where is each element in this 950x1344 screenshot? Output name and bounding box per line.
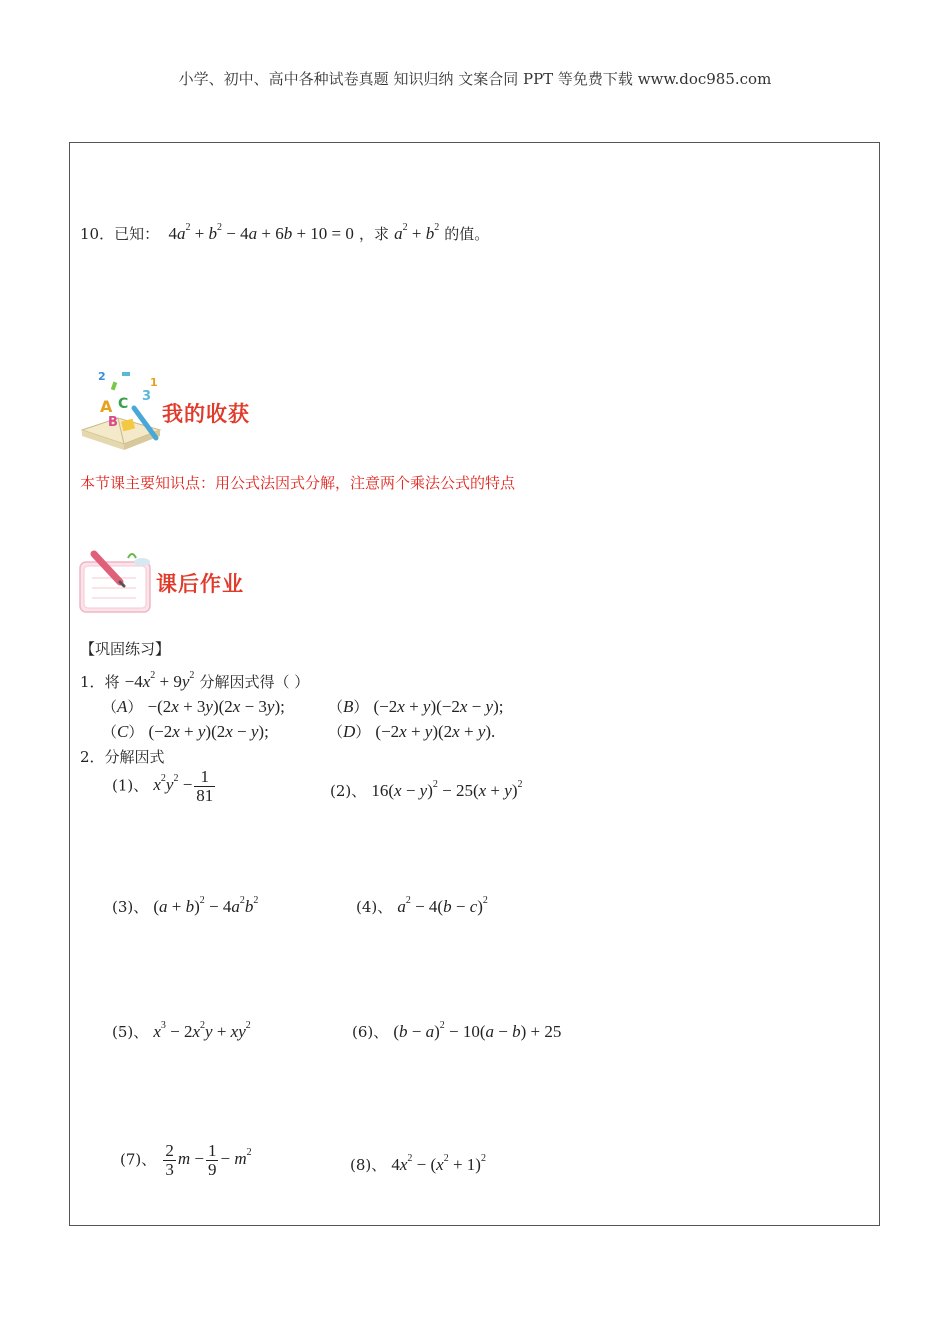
q1-suffix: 分解因式得（ ）: [199, 673, 310, 691]
q2-item-2: [330, 779, 522, 801]
option-c: （C） (−2x + y)(2x − y);: [102, 722, 269, 741]
q2-item-3-expr: $(a + b)^2 - 4a^2b^2$: [153, 895, 259, 916]
option-c-label: C: [117, 722, 129, 741]
q2-item-7-expr: $\frac{2}{3}$ m − $\frac{1}{9}$ − $m^2$: [165, 1141, 252, 1179]
letter-a: A: [100, 397, 113, 416]
section-label: 【巩固练习】: [80, 640, 171, 658]
q2-item-2-expr: $16(x - y)^2 - 25(x + y)^2$: [371, 779, 523, 800]
q2-item-6-expr: $(b - a)^2 - 10(a - b) + 25$: [393, 1020, 562, 1041]
q2-item-8-expr: $4x^2 - (x^2 + 1)^2$: [391, 1153, 486, 1174]
option-a-expr: −(2x + 3y)(2x − 3y);: [147, 697, 285, 716]
option-a: （A） −(2x + 3y)(2x − 3y);: [102, 697, 285, 716]
q2-item-2-label: (2)、: [330, 782, 367, 800]
harvest-banner: [78, 368, 278, 458]
q10-target: $a^2 + b^2$: [394, 222, 440, 243]
q1-expression: $-4x^2 + 9y^2$: [124, 670, 195, 691]
q2-item-1-label: (1)、: [112, 776, 149, 795]
q2-item-5: [112, 1020, 251, 1042]
q2-item-4-expr: $a^2 - 4(b - c)^2$: [397, 895, 488, 916]
q10-equation: $4a^2 + b^2 - 4a + 6b + 10 = 0$: [168, 222, 354, 243]
page-header: 小学、初中、高中各种试卷真题 知识归纳 文案合同 PPT 等免费下载 www.doc985.com: [178, 70, 772, 88]
option-b-expr: (−2x + y)(−2x − y);: [373, 697, 504, 716]
q2-item-4-label: (4)、: [356, 898, 393, 916]
q2-item-6-label: (6)、: [352, 1023, 389, 1041]
q2-item-1-expr: $x^2y^2$ − $\frac{1}{81}$: [153, 767, 214, 805]
option-d: （D） (−2x + y)(2x + y).: [328, 722, 496, 741]
q2-item-8-label: (8)、: [350, 1156, 387, 1174]
q2-item-5-label: (5)、: [112, 1023, 149, 1041]
q2-item-7-label: (7)、: [120, 1150, 157, 1169]
option-b: （B） (−2x + y)(−2x − y);: [328, 697, 504, 716]
question-10: [80, 222, 489, 244]
letter-1: 1: [150, 376, 158, 389]
harvest-title: 我的收获: [162, 402, 250, 426]
letter-c: C: [118, 396, 129, 412]
q2-item-3: [112, 895, 258, 917]
q2-item-4: [356, 895, 488, 917]
q2-item-7: [120, 1142, 252, 1179]
letter-2: 2: [98, 370, 106, 383]
q10-prefix: 10．已知：: [80, 225, 160, 243]
q2-item-6: [352, 1020, 561, 1042]
notebook-pencil-icon: [78, 548, 158, 616]
option-c-expr: (−2x + y)(2x − y);: [148, 722, 269, 741]
letter-b: B: [108, 415, 118, 430]
homework-title: 课后作业: [156, 572, 244, 596]
q2-item-1: [112, 768, 217, 805]
option-a-label: A: [117, 697, 128, 716]
q10-suffix: 的值。: [444, 225, 490, 243]
letter-3: 3: [142, 389, 152, 404]
question-1: [80, 670, 309, 692]
q10-sep: ，求: [359, 225, 390, 243]
harvest-summary: 本节课主要知识点：用公式法因式分解，注意两个乘法公式的特点: [80, 474, 516, 492]
q2-item-3-label: (3)、: [112, 898, 149, 916]
book-letters-icon: [78, 368, 168, 458]
q2-item-5-expr: $x^3 - 2x^2y + xy^2$: [153, 1020, 251, 1041]
q1-prefix: 1．将: [80, 673, 120, 691]
q2-item-8: [350, 1153, 486, 1175]
option-d-label: D: [343, 722, 356, 741]
option-b-label: B: [343, 697, 354, 716]
option-d-expr: (−2x + y)(2x + y).: [375, 722, 496, 741]
q2-prefix: 2．分解因式: [80, 748, 165, 766]
homework-banner: [78, 548, 278, 618]
